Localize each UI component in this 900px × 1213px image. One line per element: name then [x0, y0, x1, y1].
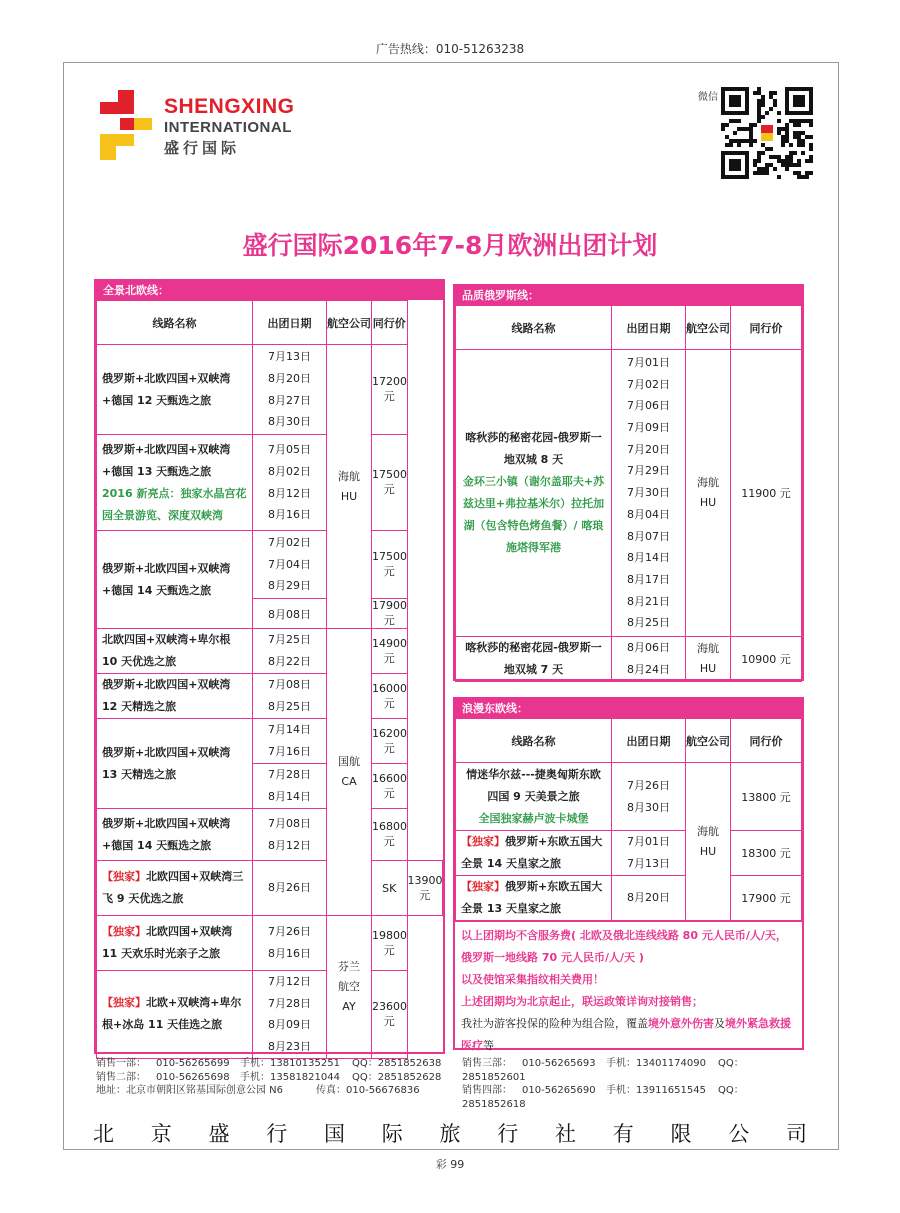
departure-date: 7月02日	[268, 535, 311, 549]
departure-date: 7月26日	[627, 778, 670, 792]
departure-date: 7月02日	[627, 377, 670, 391]
sales-row	[462, 1057, 807, 1084]
note-insurance-accident: 境外意外伤害	[648, 1017, 714, 1030]
fax: 传真：010-56676836	[316, 1085, 420, 1096]
russia-panel	[453, 284, 804, 681]
note-insurance	[461, 1013, 796, 1057]
departure-date: 8月14日	[268, 790, 311, 803]
sales-qq[interactable]: 2851852638	[377, 1058, 442, 1069]
departure-date: 8月07日	[627, 529, 670, 543]
col-route: 线路名称	[97, 301, 253, 345]
table-row	[456, 637, 802, 682]
sales-dept: 销售一部：	[96, 1058, 146, 1069]
airline-cell: 海航 HU	[686, 763, 731, 921]
terms-notes	[455, 921, 802, 1057]
sales-mobile[interactable]: 13401174090	[636, 1058, 706, 1069]
departure-date: 7月14日	[268, 723, 311, 737]
sales-row	[462, 1084, 807, 1111]
sales-mobile-label: 手机：	[240, 1058, 270, 1069]
col-dates: 出团日期	[253, 301, 327, 345]
sales-mobile-label: 手机：	[606, 1058, 636, 1069]
table-row	[456, 763, 802, 831]
date-list	[253, 916, 327, 971]
route-name: 情迷华尔兹---捷奥匈斯东欧四国 9 天美景之旅	[466, 767, 601, 803]
price-cell: 16200 元	[372, 719, 408, 764]
sales-mobile-label: 手机：	[606, 1085, 636, 1096]
date-list	[253, 674, 327, 719]
route-name-cell	[456, 876, 612, 921]
brand-name-cn: 盛行国际	[164, 139, 241, 157]
departure-date: 8月22日	[268, 655, 311, 668]
table-row	[97, 629, 443, 674]
departure-date: 7月29日	[627, 464, 670, 478]
price-cell: 17500 元	[372, 435, 408, 531]
col-price: 同行价	[731, 306, 802, 350]
departure-date: 8月17日	[627, 572, 670, 586]
col-route: 线路名称	[456, 719, 612, 763]
route-name-cell	[97, 971, 253, 1059]
airline-cell: 国航 CA	[327, 629, 372, 916]
table-row	[456, 350, 802, 637]
table-row	[97, 916, 443, 971]
sales-qq[interactable]: 2851852601	[462, 1071, 526, 1083]
route-name-cell	[97, 435, 253, 531]
route-name: 北欧+双峡湾+卑尔根+冰岛 11 天佳选之旅	[102, 996, 242, 1032]
departure-date: 8月30日	[627, 800, 670, 814]
departure-date: 7月16日	[268, 745, 311, 758]
price-cell: 23600 元	[372, 971, 408, 1059]
sales-tel[interactable]: 010-56265690	[522, 1085, 596, 1096]
table-row	[456, 876, 802, 921]
exclusive-tag: 【独家】	[461, 835, 505, 848]
departure-date: 7月13日	[627, 857, 670, 870]
departure-date: 7月20日	[627, 442, 670, 456]
departure-date: 7月12日	[268, 975, 311, 988]
sales-mobile[interactable]: 13911651545	[636, 1085, 706, 1096]
sales-qq-label: QQ：	[352, 1058, 378, 1069]
ad-hotline: 广告热线：010-51263238	[375, 42, 525, 56]
price-cell: 18300 元	[731, 831, 802, 876]
col-price: 同行价	[731, 719, 802, 763]
route-name: 俄罗斯+北欧四国+双峡湾 12 天精选之旅	[97, 674, 253, 719]
wechat-qr-code-icon[interactable]	[721, 87, 813, 179]
departure-date: 7月25日	[268, 633, 311, 647]
price-cell: 17200 元	[372, 345, 408, 435]
sales-row	[96, 1057, 446, 1071]
date-list	[612, 637, 686, 682]
price-cell: 17500 元	[372, 531, 408, 599]
departure-date: 7月26日	[268, 925, 311, 939]
route-highlight: 2016 新亮点：独家水晶宫花园全景游览、深度双峡湾	[102, 486, 247, 522]
departure-date: 8月20日	[268, 371, 311, 385]
departure-date: 7月01日	[627, 355, 670, 369]
date-list	[253, 629, 327, 674]
route-name: 喀秋莎的秘密花园-俄罗斯一地双城 8 天	[465, 431, 602, 466]
note-service-fee: 以上团期均不含服务费( 北欧及俄北连线线路 80 元人民币/人/天，俄罗斯一地线路 70 元人民币/人/天 )	[461, 929, 787, 964]
departure-date: 8月14日	[627, 551, 670, 565]
departure-date: 8月21日	[627, 594, 670, 608]
nordic-table	[96, 300, 443, 1059]
airline-cell: 海航 HU	[686, 637, 731, 682]
note-insurance-text: 我社为游客投保的险种为组合险，覆盖	[461, 1017, 648, 1030]
departure-date: 8月23日	[268, 1040, 311, 1054]
route-name: 喀秋莎的秘密花园-俄罗斯一地双城 7 天	[456, 637, 612, 682]
route-name-cell	[456, 763, 612, 831]
page-number: 彩 99	[435, 1158, 465, 1171]
sales-qq-label: QQ：	[718, 1085, 744, 1096]
table-row	[97, 971, 443, 1059]
departure-date: 7月08日	[268, 816, 311, 830]
col-airline: 航空公司	[327, 301, 372, 345]
sales-mobile[interactable]: 13810135251	[270, 1058, 340, 1069]
departure-date: 8月06日	[627, 641, 670, 655]
route-highlight: 全国独家赫卢波卡城堡	[478, 811, 589, 825]
col-price: 同行价	[372, 301, 408, 345]
sales-qq-label: QQ：	[352, 1071, 378, 1083]
date-list	[612, 763, 686, 831]
address-row	[96, 1084, 446, 1098]
page-title: 盛行国际2016年7-8月欧洲出团计划	[242, 231, 658, 260]
departure-date: 8月27日	[268, 393, 311, 407]
route-name-cell	[97, 916, 253, 971]
date-list	[612, 876, 686, 921]
departure-date: 7月28日	[268, 996, 311, 1010]
table-row	[97, 531, 443, 599]
sales-dept: 销售四部：	[462, 1085, 512, 1096]
departure-date: 8月16日	[268, 947, 311, 960]
departure-date: 8月29日	[268, 579, 311, 593]
price-cell: 16800 元	[372, 809, 408, 861]
route-name: 北欧四国+双峡湾三飞 9 天优选之旅	[102, 870, 244, 905]
departure-date: 7月06日	[627, 399, 670, 413]
price-cell: 13800 元	[731, 763, 802, 831]
date-list	[253, 719, 327, 764]
date-cell: 8月08日	[253, 599, 327, 629]
route-name: 俄罗斯+北欧四国+双峡湾+德国 12 天甄选之旅	[97, 345, 253, 435]
departure-date: 8月02日	[268, 464, 311, 478]
date-list	[253, 809, 327, 861]
sales-dept: 销售三部：	[462, 1058, 512, 1069]
route-name-cell	[456, 350, 612, 637]
price-cell: 13900 元	[407, 861, 443, 916]
route-name: 俄罗斯+东欧五国大全景 14 天皇家之旅	[461, 835, 603, 870]
departure-date: 8月25日	[268, 700, 311, 713]
departure-date: 8月26日	[268, 881, 311, 895]
route-name: 俄罗斯+北欧四国+双峡湾+德国 14 天甄选之旅	[97, 531, 253, 629]
price-cell: 19800 元	[372, 916, 408, 971]
date-list	[612, 831, 686, 876]
price-cell: 16600 元	[372, 764, 408, 809]
departure-date: 7月01日	[627, 835, 670, 849]
date-list	[253, 345, 327, 435]
table-row	[97, 435, 443, 531]
sales-tel[interactable]: 010-56265693	[522, 1058, 596, 1069]
date-list	[612, 350, 686, 637]
date-list	[253, 764, 327, 809]
route-name: 北欧四国+双峡湾+卑尔根 10 天优选之旅	[97, 629, 253, 674]
sales-qq-label: QQ：	[718, 1058, 744, 1069]
sales-contacts-left	[96, 1057, 446, 1098]
departure-date: 8月04日	[627, 507, 670, 521]
note-fingerprint: 以及使馆采集指纹相关费用！	[461, 973, 604, 986]
price-cell: 14900 元	[372, 629, 408, 674]
col-route: 线路名称	[456, 306, 612, 350]
price-cell: 17900 元	[372, 599, 407, 627]
table-row	[97, 674, 443, 719]
departure-date: 7月05日	[268, 443, 311, 457]
sales-contacts-right	[462, 1057, 807, 1111]
brand-name-en: SHENGXING	[164, 95, 295, 118]
wechat-label: 微信	[698, 92, 718, 103]
brand-logo-icon	[100, 90, 152, 160]
airline-cell: SK	[372, 861, 408, 916]
company-name: 北京盛行国际旅行社有限公司	[93, 1122, 809, 1146]
east-heading: 浪漫东欧线：	[455, 699, 802, 718]
sales-tel[interactable]: 010-56265698	[156, 1071, 230, 1083]
col-dates: 出团日期	[612, 306, 686, 350]
date-list	[253, 531, 327, 599]
departure-date: 8月24日	[627, 663, 670, 676]
exclusive-tag: 【独家】	[102, 996, 146, 1010]
price-cell: 11900 元	[731, 350, 802, 637]
brand-name-en-sub: INTERNATIONAL	[164, 119, 292, 136]
exclusive-tag: 【独家】	[102, 870, 146, 883]
route-name: 俄罗斯+北欧四国+双峡湾 13 天精选之旅	[97, 719, 253, 809]
route-highlight: 金环三小镇（谢尔盖耶夫+苏兹达里+弗拉基米尔）拉托加湖（包含特色烤鱼餐）/ 喀琅施塔得军港	[462, 475, 605, 554]
route-name: 俄罗斯+北欧四国+双峡湾+德国 13 天甄选之旅	[102, 442, 231, 478]
russia-table	[455, 305, 802, 682]
departure-date: 8月20日	[627, 891, 670, 905]
table-row	[97, 861, 443, 916]
date-list	[253, 971, 327, 1059]
airline-cell: 芬兰航空 AY	[327, 916, 372, 1059]
departure-date: 8月12日	[268, 838, 311, 852]
sales-dept: 销售二部：	[96, 1071, 146, 1083]
departure-date: 8月12日	[268, 486, 311, 500]
departure-date: 7月04日	[268, 557, 311, 571]
nordic-heading: 全景北欧线：	[96, 281, 443, 300]
table-row	[97, 345, 443, 435]
table-row	[97, 719, 443, 764]
price-cell: 10900 元	[731, 637, 802, 682]
route-name-cell	[456, 831, 612, 876]
sales-mobile[interactable]: 13581821044	[270, 1071, 340, 1083]
address: 地址：北京市朝阳区铭基国际创意公园 N6	[96, 1085, 284, 1096]
exclusive-tag: 【独家】	[102, 925, 146, 938]
note-departure: 上述团期均为北京起止，联运政策详询对接销售；	[461, 995, 703, 1008]
departure-date: 8月25日	[627, 616, 670, 630]
departure-date: 7月28日	[268, 768, 311, 782]
route-name-cell	[97, 861, 253, 916]
date-list	[253, 861, 327, 916]
departure-date: 7月30日	[627, 486, 670, 500]
exclusive-tag: 【独家】	[461, 880, 505, 893]
route-name: 俄罗斯+东欧五国大全景 13 天皇家之旅	[461, 880, 603, 915]
route-name: 北欧四国+双峡湾 11 天欢乐时光亲子之旅	[102, 925, 233, 960]
table-row	[97, 809, 443, 861]
col-airline: 航空公司	[686, 306, 731, 350]
departure-date: 8月16日	[268, 508, 311, 522]
east-table	[455, 718, 802, 921]
col-dates: 出团日期	[612, 719, 686, 763]
sales-qq[interactable]: 2851852628	[377, 1071, 442, 1083]
price-cell: 17900 元	[731, 876, 802, 921]
table-row	[456, 831, 802, 876]
departure-date: 8月09日	[268, 1018, 311, 1032]
east-europe-panel	[453, 697, 804, 1050]
sales-mobile-label: 手机：	[240, 1071, 270, 1083]
note-insurance-etc: 等	[483, 1039, 494, 1052]
departure-date: 7月09日	[627, 421, 670, 435]
sales-qq[interactable]: 2851852618	[462, 1098, 526, 1110]
col-airline: 航空公司	[686, 719, 731, 763]
russia-heading: 品质俄罗斯线：	[455, 286, 802, 305]
departure-date: 8月30日	[268, 415, 311, 429]
airline-cell: 海航 HU	[327, 345, 372, 629]
airline-cell: 海航 HU	[686, 350, 731, 637]
sales-tel[interactable]: 010-56265699	[156, 1058, 230, 1069]
departure-date: 7月13日	[268, 350, 311, 364]
nordic-panel	[94, 279, 445, 1054]
price-cell: 16000 元	[372, 674, 408, 719]
note-insurance-medical: 境外紧急救援医疗	[461, 1017, 791, 1052]
sales-row	[96, 1071, 446, 1085]
route-name: 俄罗斯+北欧四国+双峡湾+德国 14 天甄选之旅	[97, 809, 253, 861]
note-insurance-and: 及	[714, 1017, 725, 1030]
departure-date: 7月08日	[268, 678, 311, 692]
date-list	[253, 435, 327, 531]
